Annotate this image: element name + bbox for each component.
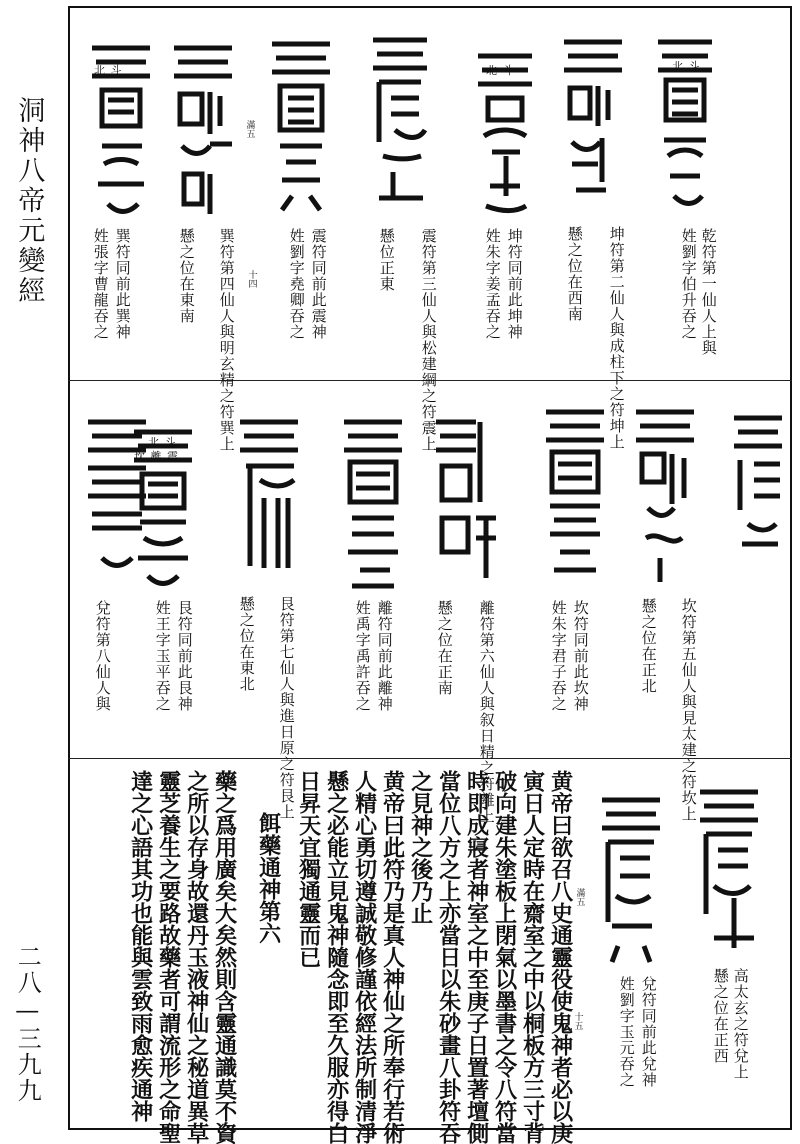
caption-dui-bottom-sub: 懸之位在正西 — [711, 968, 730, 1064]
caption-zhen2-sub: 姓劉字堯卿吞之 — [287, 228, 306, 340]
caption-kan2-sub: 姓朱字君子吞之 — [549, 600, 568, 712]
caption-qian: 乾符第一仙人上與 — [699, 228, 718, 356]
caption-kan: 坎符第五仙人與見太建之符坎上 — [679, 598, 698, 822]
caption-gen2-sub: 姓王字玉平吞之 — [153, 600, 172, 712]
caption-dui-bottom: 高太玄之符兌上 — [731, 968, 750, 1080]
caption-li-sub: 懸之位在正南 — [435, 600, 454, 696]
essay-col-12: 藥之爲用廣矣大矣然則含靈通識莫不資 — [211, 770, 238, 1144]
badge-bei-dou-kun2: 北 斗 — [486, 64, 515, 77]
essay-col-10: 日昇天宜獨通靈而已 — [295, 770, 322, 968]
caption-gen: 艮符第七仙人與進日原之符艮上 — [277, 596, 296, 820]
talisman-dui2-bottom-icon — [596, 786, 666, 976]
talisman-kan-side-icon — [728, 404, 788, 594]
badge-kan-li-zhen: 坎 離 震 — [134, 450, 179, 463]
section-heading: 餌藥通神第六 — [255, 812, 282, 944]
essay-col-15: 達之心語其功也能與雲致雨愈疾通神 — [127, 770, 154, 1122]
page-number: 二八—三九九 — [13, 944, 42, 1104]
essay-col-9: 懸之必能立見鬼神隨念即至久服亦得白 — [323, 770, 350, 1144]
caption-zhen2: 震符同前此震神 — [309, 228, 328, 340]
caption-kan-sub: 懸之位在正北 — [639, 598, 658, 694]
talisman-kun-icon — [558, 30, 628, 220]
caption-gen2: 艮符同前此艮神 — [175, 600, 194, 712]
caption-xun2: 巽符同前此巽神 — [113, 228, 132, 340]
caption-qian-sub: 姓劉字伯升吞之 — [679, 228, 698, 340]
talisman-li2-icon — [338, 408, 408, 598]
talisman-gen-icon — [234, 408, 304, 598]
talisman-zhen-icon — [365, 22, 435, 212]
caption-li2: 離符同前此離神 — [375, 600, 394, 712]
caption-kun-sub: 懸之位在西南 — [565, 226, 584, 322]
caption-kun: 坤符第二仙人與成柱下之符坤上 — [607, 226, 626, 450]
talisman-dui-bottom-icon — [694, 778, 764, 968]
essay-col-3: 破向建朱塗板上閉氣以墨書之令八符當 — [491, 770, 518, 1144]
talisman-kan-icon — [630, 398, 700, 588]
essay-col-2: 寅日人定時在齋室之中以桐板方三寸背 — [519, 770, 546, 1144]
marker-shi-si: 十四 — [246, 270, 257, 288]
caption-dui2-bottom-sub: 姓劉字玉元吞之 — [617, 976, 636, 1088]
badge-bei-dou-xun2: 北 斗 — [94, 64, 123, 77]
caption-dui2-bottom: 兌符同前此兌神 — [639, 976, 658, 1088]
caption-li: 離符第六仙人與叙日精之符離上 — [477, 600, 496, 824]
talisman-dui-icon — [82, 408, 152, 598]
caption-li2-sub: 姓禹字禹許吞之 — [353, 600, 372, 712]
marker-man-wu: 滿五 — [244, 120, 255, 138]
caption-zhen-sub: 懸位正東 — [377, 228, 396, 292]
badge-bei-dou-mid: 北 斗 — [148, 436, 177, 449]
caption-zhen: 震符第三仙人與松建綱之符震上 — [419, 228, 438, 452]
caption-kun2: 坤符同前此坤神 — [505, 228, 524, 340]
book-title: 洞神八帝元變經 — [13, 96, 45, 306]
marker-shi-wu: 十五 — [572, 1012, 583, 1030]
caption-xun: 巽符第四仙人與明玄精之符巽上 — [217, 228, 236, 452]
caption-xun-sub: 懸之位在東南 — [177, 228, 196, 324]
essay-col-7: 黄帝曰此符乃是真人神仙之所奉行若術 — [379, 770, 406, 1144]
caption-kan2: 坎符同前此坎神 — [571, 600, 590, 712]
talisman-kan2-icon — [540, 398, 610, 588]
caption-xun2-sub: 姓張字曹龍吞之 — [91, 228, 110, 340]
talisman-xun-icon — [168, 34, 238, 224]
marker-man-wu-bottom: 滿五 — [574, 888, 585, 906]
essay-col-6: 之見神之後乃止 — [407, 770, 434, 924]
essay-col-4: 時即成寢者神室之中至庚子日置著壇側 — [463, 770, 490, 1144]
caption-gen-sub: 懸之位在東北 — [237, 596, 256, 692]
essay-col-5: 當位八方之上亦當日以朱砂畫八卦符吞 — [435, 770, 462, 1144]
caption-kun2-sub: 姓朱字姜孟吞之 — [483, 228, 502, 340]
talisman-li-icon — [430, 408, 500, 598]
caption-dui: 兌符第八仙人與 — [93, 600, 112, 712]
essay-col-13: 之所以存身故還丹玉液神仙之秘道異草 — [183, 770, 210, 1144]
talisman-zhen2-icon — [266, 30, 336, 220]
essay-col-1: 黄帝曰欲召八史通靈役使鬼神者必以庚 — [547, 770, 574, 1144]
essay-col-14: 靈芝養生之要路故藥者可謂流形之命聖 — [155, 770, 182, 1144]
essay-col-8: 人精心勇切遵誠敬修謹依經法所制清淨 — [351, 770, 378, 1144]
badge-bei-dou-qian: 北 斗 — [672, 60, 701, 73]
